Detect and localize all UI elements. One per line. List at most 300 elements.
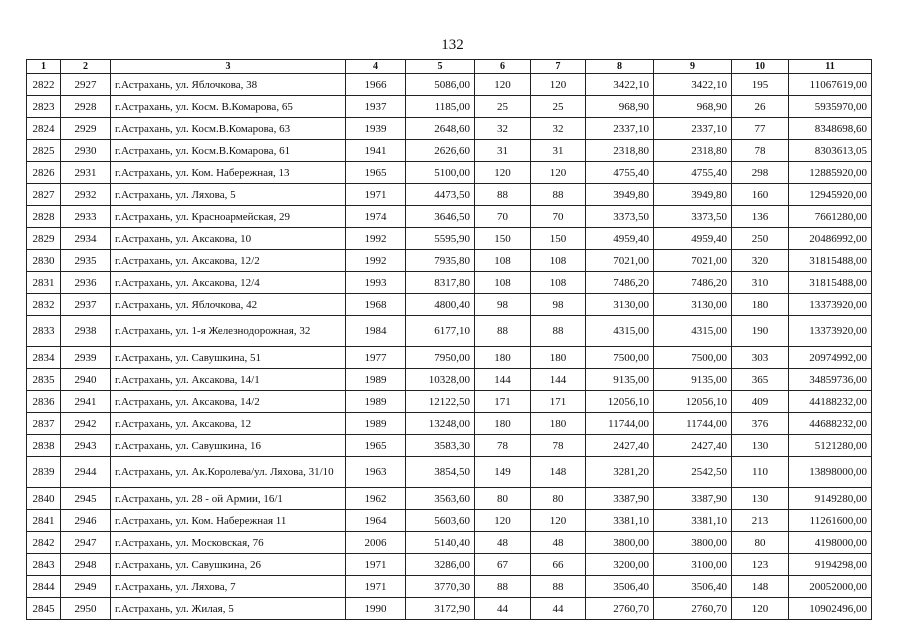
living-area-a-cell: 3800,00 [586, 532, 654, 554]
cost-cell: 20974992,00 [789, 347, 872, 369]
count-a-cell: 25 [475, 96, 531, 118]
id-cell: 2945 [61, 488, 111, 510]
living-area-b-cell: 2318,80 [654, 140, 732, 162]
table-row [27, 206, 872, 228]
column-header: 6 [475, 60, 531, 74]
year-cell: 1971 [346, 554, 406, 576]
count-b-cell: 144 [531, 369, 586, 391]
area-cell: 5595,90 [406, 228, 475, 250]
row-number-cell: 2840 [27, 488, 61, 510]
living-area-b-cell: 2427,40 [654, 435, 732, 457]
cost-cell: 44188232,00 [789, 391, 872, 413]
count-a-cell: 120 [475, 74, 531, 96]
id-cell: 2944 [61, 457, 111, 488]
row-number-cell: 2826 [27, 162, 61, 184]
count-a-cell: 44 [475, 598, 531, 620]
table-row [27, 228, 872, 250]
residents-cell: 365 [732, 369, 789, 391]
cost-cell: 20486992,00 [789, 228, 872, 250]
count-b-cell: 44 [531, 598, 586, 620]
id-cell: 2942 [61, 413, 111, 435]
year-cell: 1971 [346, 576, 406, 598]
row-number-cell: 2837 [27, 413, 61, 435]
row-number-cell: 2838 [27, 435, 61, 457]
table-row [27, 250, 872, 272]
cost-cell: 11067619,00 [789, 74, 872, 96]
area-cell: 12122,50 [406, 391, 475, 413]
row-number-cell: 2832 [27, 294, 61, 316]
living-area-b-cell: 968,90 [654, 96, 732, 118]
count-b-cell: 31 [531, 140, 586, 162]
column-header: 9 [654, 60, 732, 74]
address-cell: г.Астрахань, ул. Яблочкова, 42 [111, 294, 346, 316]
row-number-cell: 2831 [27, 272, 61, 294]
living-area-b-cell: 3949,80 [654, 184, 732, 206]
id-cell: 2941 [61, 391, 111, 413]
residents-cell: 160 [732, 184, 789, 206]
count-a-cell: 171 [475, 391, 531, 413]
column-header: 2 [61, 60, 111, 74]
count-a-cell: 88 [475, 184, 531, 206]
area-cell: 6177,10 [406, 316, 475, 347]
count-a-cell: 78 [475, 435, 531, 457]
count-b-cell: 148 [531, 457, 586, 488]
cost-cell: 12945920,00 [789, 184, 872, 206]
year-cell: 1993 [346, 272, 406, 294]
table-row [27, 140, 872, 162]
table-row [27, 391, 872, 413]
count-b-cell: 171 [531, 391, 586, 413]
id-cell: 2933 [61, 206, 111, 228]
address-cell: г.Астрахань, ул. Ак.Королева/ул. Ляхова, 31/10 [111, 457, 346, 488]
residents-cell: 310 [732, 272, 789, 294]
address-cell: г.Астрахань, ул. Жилая, 5 [111, 598, 346, 620]
area-cell: 13248,00 [406, 413, 475, 435]
cost-cell: 13898000,00 [789, 457, 872, 488]
address-cell: г.Астрахань, ул. Аксакова, 14/2 [111, 391, 346, 413]
area-cell: 3172,90 [406, 598, 475, 620]
living-area-a-cell: 4755,40 [586, 162, 654, 184]
residents-cell: 130 [732, 488, 789, 510]
living-area-b-cell: 7486,20 [654, 272, 732, 294]
table-row [27, 294, 872, 316]
living-area-b-cell: 7500,00 [654, 347, 732, 369]
count-b-cell: 48 [531, 532, 586, 554]
count-a-cell: 31 [475, 140, 531, 162]
count-a-cell: 180 [475, 413, 531, 435]
year-cell: 1977 [346, 347, 406, 369]
table-row [27, 184, 872, 206]
year-cell: 1984 [346, 316, 406, 347]
cost-cell: 5935970,00 [789, 96, 872, 118]
table-row [27, 457, 872, 488]
column-header: 5 [406, 60, 475, 74]
address-cell: г.Астрахань, ул. Косм.В.Комарова, 61 [111, 140, 346, 162]
count-a-cell: 120 [475, 162, 531, 184]
cost-cell: 13373920,00 [789, 316, 872, 347]
living-area-b-cell: 12056,10 [654, 391, 732, 413]
table-row [27, 413, 872, 435]
living-area-a-cell: 3949,80 [586, 184, 654, 206]
id-cell: 2949 [61, 576, 111, 598]
living-area-b-cell: 7021,00 [654, 250, 732, 272]
cost-cell: 4198000,00 [789, 532, 872, 554]
address-cell: г.Астрахань, ул. Ляхова, 5 [111, 184, 346, 206]
living-area-a-cell: 3381,10 [586, 510, 654, 532]
count-a-cell: 150 [475, 228, 531, 250]
count-a-cell: 98 [475, 294, 531, 316]
residents-cell: 250 [732, 228, 789, 250]
cost-cell: 9149280,00 [789, 488, 872, 510]
residents-cell: 136 [732, 206, 789, 228]
row-number-cell: 2844 [27, 576, 61, 598]
row-number-cell: 2825 [27, 140, 61, 162]
year-cell: 1965 [346, 435, 406, 457]
address-cell: г.Астрахань, ул. Ком. Набережная 11 [111, 510, 346, 532]
table-row [27, 118, 872, 140]
address-cell: г.Астрахань, ул. Савушкина, 26 [111, 554, 346, 576]
count-b-cell: 70 [531, 206, 586, 228]
residents-cell: 190 [732, 316, 789, 347]
area-cell: 8317,80 [406, 272, 475, 294]
address-cell: г.Астрахань, ул. Аксакова, 12/4 [111, 272, 346, 294]
count-b-cell: 108 [531, 250, 586, 272]
count-b-cell: 66 [531, 554, 586, 576]
residents-cell: 213 [732, 510, 789, 532]
residents-cell: 303 [732, 347, 789, 369]
id-cell: 2934 [61, 228, 111, 250]
count-b-cell: 150 [531, 228, 586, 250]
table-row [27, 162, 872, 184]
year-cell: 2006 [346, 532, 406, 554]
living-area-b-cell: 3100,00 [654, 554, 732, 576]
count-a-cell: 108 [475, 272, 531, 294]
living-area-b-cell: 4755,40 [654, 162, 732, 184]
id-cell: 2950 [61, 598, 111, 620]
row-number-cell: 2842 [27, 532, 61, 554]
living-area-a-cell: 2760,70 [586, 598, 654, 620]
living-area-b-cell: 4959,40 [654, 228, 732, 250]
table-row [27, 576, 872, 598]
count-a-cell: 32 [475, 118, 531, 140]
table-row [27, 510, 872, 532]
column-header: 10 [732, 60, 789, 74]
address-cell: г.Астрахань, ул. Косм.В.Комарова, 63 [111, 118, 346, 140]
area-cell: 10328,00 [406, 369, 475, 391]
living-area-a-cell: 3281,20 [586, 457, 654, 488]
year-cell: 1971 [346, 184, 406, 206]
table-row [27, 369, 872, 391]
living-area-a-cell: 3373,50 [586, 206, 654, 228]
table-row [27, 347, 872, 369]
living-area-a-cell: 3387,90 [586, 488, 654, 510]
year-cell: 1963 [346, 457, 406, 488]
living-area-a-cell: 12056,10 [586, 391, 654, 413]
column-header: 8 [586, 60, 654, 74]
living-area-a-cell: 4315,00 [586, 316, 654, 347]
living-area-a-cell: 3422,10 [586, 74, 654, 96]
area-cell: 5100,00 [406, 162, 475, 184]
row-number-cell: 2823 [27, 96, 61, 118]
id-cell: 2946 [61, 510, 111, 532]
id-cell: 2935 [61, 250, 111, 272]
address-cell: г.Астрахань, ул. Ком. Набережная, 13 [111, 162, 346, 184]
column-header: 1 [27, 60, 61, 74]
count-a-cell: 108 [475, 250, 531, 272]
count-b-cell: 88 [531, 316, 586, 347]
living-area-b-cell: 3387,90 [654, 488, 732, 510]
year-cell: 1989 [346, 413, 406, 435]
living-area-b-cell: 4315,00 [654, 316, 732, 347]
area-cell: 4800,40 [406, 294, 475, 316]
id-cell: 2930 [61, 140, 111, 162]
count-b-cell: 120 [531, 74, 586, 96]
residents-cell: 78 [732, 140, 789, 162]
living-area-b-cell: 2337,10 [654, 118, 732, 140]
living-area-a-cell: 9135,00 [586, 369, 654, 391]
table-row [27, 96, 872, 118]
address-cell: г.Астрахань, ул. Косм. В.Комарова, 65 [111, 96, 346, 118]
year-cell: 1939 [346, 118, 406, 140]
area-cell: 5140,40 [406, 532, 475, 554]
address-cell: г.Астрахань, ул. Красноармейская, 29 [111, 206, 346, 228]
housing-table [26, 59, 872, 620]
id-cell: 2931 [61, 162, 111, 184]
id-cell: 2929 [61, 118, 111, 140]
address-cell: г.Астрахань, ул. 1-я Железнодорожная, 32 [111, 316, 346, 347]
count-a-cell: 70 [475, 206, 531, 228]
count-b-cell: 120 [531, 162, 586, 184]
residents-cell: 195 [732, 74, 789, 96]
row-number-cell: 2829 [27, 228, 61, 250]
living-area-a-cell: 3200,00 [586, 554, 654, 576]
table-row [27, 272, 872, 294]
living-area-a-cell: 7021,00 [586, 250, 654, 272]
address-cell: г.Астрахань, ул. Савушкина, 16 [111, 435, 346, 457]
count-a-cell: 144 [475, 369, 531, 391]
living-area-b-cell: 3800,00 [654, 532, 732, 554]
address-cell: г.Астрахань, ул. Яблочкова, 38 [111, 74, 346, 96]
year-cell: 1964 [346, 510, 406, 532]
residents-cell: 320 [732, 250, 789, 272]
table-row [27, 532, 872, 554]
year-cell: 1974 [346, 206, 406, 228]
year-cell: 1989 [346, 391, 406, 413]
living-area-b-cell: 9135,00 [654, 369, 732, 391]
residents-cell: 80 [732, 532, 789, 554]
year-cell: 1989 [346, 369, 406, 391]
address-cell: г.Астрахань, ул. 28 - ой Армии, 16/1 [111, 488, 346, 510]
living-area-b-cell: 2542,50 [654, 457, 732, 488]
id-cell: 2940 [61, 369, 111, 391]
id-cell: 2948 [61, 554, 111, 576]
page-number: 132 [441, 37, 464, 53]
table-row [27, 554, 872, 576]
cost-cell: 12885920,00 [789, 162, 872, 184]
row-number-cell: 2835 [27, 369, 61, 391]
id-cell: 2927 [61, 74, 111, 96]
id-cell: 2936 [61, 272, 111, 294]
living-area-b-cell: 11744,00 [654, 413, 732, 435]
column-header: 4 [346, 60, 406, 74]
row-number-cell: 2841 [27, 510, 61, 532]
cost-cell: 11261600,00 [789, 510, 872, 532]
living-area-b-cell: 3130,00 [654, 294, 732, 316]
count-b-cell: 180 [531, 413, 586, 435]
living-area-a-cell: 968,90 [586, 96, 654, 118]
year-cell: 1990 [346, 598, 406, 620]
area-cell: 7935,80 [406, 250, 475, 272]
count-b-cell: 80 [531, 488, 586, 510]
year-cell: 1992 [346, 228, 406, 250]
area-cell: 4473,50 [406, 184, 475, 206]
residents-cell: 409 [732, 391, 789, 413]
cost-cell: 9194298,00 [789, 554, 872, 576]
count-b-cell: 88 [531, 184, 586, 206]
residents-cell: 298 [732, 162, 789, 184]
table-row [27, 598, 872, 620]
residents-cell: 123 [732, 554, 789, 576]
row-number-cell: 2830 [27, 250, 61, 272]
residents-cell: 148 [732, 576, 789, 598]
row-number-cell: 2833 [27, 316, 61, 347]
table-row [27, 74, 872, 96]
cost-cell: 20052000,00 [789, 576, 872, 598]
residents-cell: 376 [732, 413, 789, 435]
living-area-a-cell: 2337,10 [586, 118, 654, 140]
year-cell: 1965 [346, 162, 406, 184]
count-a-cell: 48 [475, 532, 531, 554]
count-b-cell: 25 [531, 96, 586, 118]
row-number-cell: 2834 [27, 347, 61, 369]
residents-cell: 120 [732, 598, 789, 620]
area-cell: 5603,60 [406, 510, 475, 532]
cost-cell: 44688232,00 [789, 413, 872, 435]
count-a-cell: 149 [475, 457, 531, 488]
count-a-cell: 88 [475, 576, 531, 598]
table-body [27, 74, 872, 620]
row-number-cell: 2824 [27, 118, 61, 140]
cost-cell: 31815488,00 [789, 250, 872, 272]
living-area-a-cell: 7486,20 [586, 272, 654, 294]
id-cell: 2947 [61, 532, 111, 554]
living-area-b-cell: 3422,10 [654, 74, 732, 96]
count-b-cell: 78 [531, 435, 586, 457]
cost-cell: 8303613,05 [789, 140, 872, 162]
address-cell: г.Астрахань, ул. Аксакова, 10 [111, 228, 346, 250]
count-a-cell: 180 [475, 347, 531, 369]
living-area-b-cell: 3506,40 [654, 576, 732, 598]
area-cell: 3286,00 [406, 554, 475, 576]
area-cell: 2626,60 [406, 140, 475, 162]
column-header: 11 [789, 60, 872, 74]
address-cell: г.Астрахань, ул. Ляхова, 7 [111, 576, 346, 598]
count-b-cell: 120 [531, 510, 586, 532]
row-number-cell: 2839 [27, 457, 61, 488]
address-cell: г.Астрахань, ул. Аксакова, 12 [111, 413, 346, 435]
living-area-a-cell: 3506,40 [586, 576, 654, 598]
table-row [27, 488, 872, 510]
address-cell: г.Астрахань, ул. Московская, 76 [111, 532, 346, 554]
count-a-cell: 120 [475, 510, 531, 532]
header-row [27, 60, 872, 74]
year-cell: 1992 [346, 250, 406, 272]
year-cell: 1941 [346, 140, 406, 162]
residents-cell: 110 [732, 457, 789, 488]
area-cell: 3646,50 [406, 206, 475, 228]
count-a-cell: 67 [475, 554, 531, 576]
table-row [27, 316, 872, 347]
year-cell: 1937 [346, 96, 406, 118]
column-header: 3 [111, 60, 346, 74]
cost-cell: 8348698,60 [789, 118, 872, 140]
living-area-b-cell: 3381,10 [654, 510, 732, 532]
id-cell: 2939 [61, 347, 111, 369]
area-cell: 3583,30 [406, 435, 475, 457]
count-b-cell: 32 [531, 118, 586, 140]
area-cell: 3854,50 [406, 457, 475, 488]
living-area-a-cell: 7500,00 [586, 347, 654, 369]
year-cell: 1966 [346, 74, 406, 96]
count-b-cell: 180 [531, 347, 586, 369]
id-cell: 2937 [61, 294, 111, 316]
living-area-a-cell: 11744,00 [586, 413, 654, 435]
living-area-a-cell: 2318,80 [586, 140, 654, 162]
row-number-cell: 2836 [27, 391, 61, 413]
area-cell: 3563,60 [406, 488, 475, 510]
cost-cell: 10902496,00 [789, 598, 872, 620]
living-area-a-cell: 3130,00 [586, 294, 654, 316]
row-number-cell: 2828 [27, 206, 61, 228]
id-cell: 2932 [61, 184, 111, 206]
residents-cell: 130 [732, 435, 789, 457]
area-cell: 5086,00 [406, 74, 475, 96]
living-area-a-cell: 2427,40 [586, 435, 654, 457]
count-b-cell: 98 [531, 294, 586, 316]
id-cell: 2928 [61, 96, 111, 118]
residents-cell: 180 [732, 294, 789, 316]
cost-cell: 31815488,00 [789, 272, 872, 294]
area-cell: 2648,60 [406, 118, 475, 140]
cost-cell: 34859736,00 [789, 369, 872, 391]
area-cell: 3770,30 [406, 576, 475, 598]
count-a-cell: 80 [475, 488, 531, 510]
living-area-a-cell: 4959,40 [586, 228, 654, 250]
living-area-b-cell: 3373,50 [654, 206, 732, 228]
table-row [27, 435, 872, 457]
column-header: 7 [531, 60, 586, 74]
count-b-cell: 108 [531, 272, 586, 294]
address-cell: г.Астрахань, ул. Аксакова, 12/2 [111, 250, 346, 272]
cost-cell: 7661280,00 [789, 206, 872, 228]
count-a-cell: 88 [475, 316, 531, 347]
cost-cell: 13373920,00 [789, 294, 872, 316]
residents-cell: 77 [732, 118, 789, 140]
id-cell: 2943 [61, 435, 111, 457]
cost-cell: 5121280,00 [789, 435, 872, 457]
living-area-b-cell: 2760,70 [654, 598, 732, 620]
address-cell: г.Астрахань, ул. Савушкина, 51 [111, 347, 346, 369]
residents-cell: 26 [732, 96, 789, 118]
id-cell: 2938 [61, 316, 111, 347]
row-number-cell: 2845 [27, 598, 61, 620]
area-cell: 7950,00 [406, 347, 475, 369]
address-cell: г.Астрахань, ул. Аксакова, 14/1 [111, 369, 346, 391]
area-cell: 1185,00 [406, 96, 475, 118]
row-number-cell: 2822 [27, 74, 61, 96]
year-cell: 1962 [346, 488, 406, 510]
row-number-cell: 2843 [27, 554, 61, 576]
